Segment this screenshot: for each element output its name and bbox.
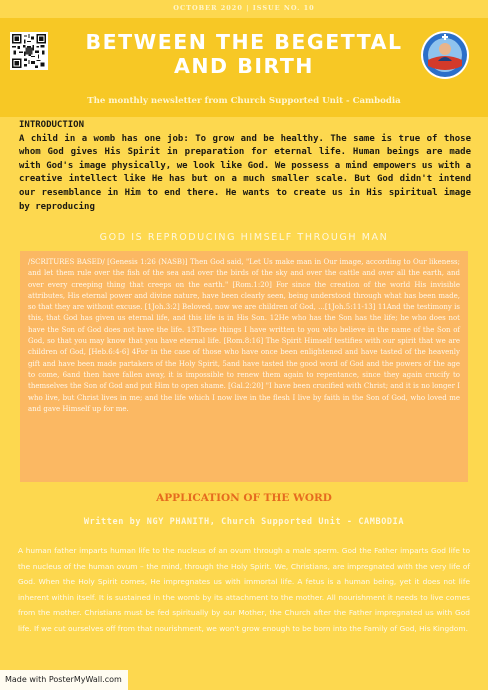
introduction-text: A child in a womb has one job: To grow and be healthy. The same is true of those whom God gives His Spirit in preparation for eternal life. Human beings are made with God's image physically, we look like God. We possess a mind empowers us with a creative intellect like He has but on a much smaller scale. But God didn't intend our resemblance in Him to end there. He wants to create us in His spiritual image by reproducing — [19, 133, 471, 212]
postermywall-watermark[interactable]: Made with PosterMyWall.com — [0, 670, 128, 690]
scripture-text: /SCRITURES BASED/ [Genesis 1:26 (NASB)] Then God said, "Let Us make man in Our image, according to Our likeness; and let them rule over the fish of the sea and over the birds of the sky and over the cattle and over all the earth, and over every creeping thing that creeps on the earth." [Rom.1:20] For since the creation of the world His invisible attributes, His eternal power and divine nature, have been clearly seen, being understood through what has been made, so that they are without excuse. [1Joh.3:2] Beloved, now we are children of God, ...[1Joh.5:11-13] 11And the testimony is this, that God has given us eternal life, and this life is in His Son. 12He who has the Son has the life; he who does not have the Son of God does not have the life. 13These things I have written to you who believe in the name of the Son of God, so that you may know that you have eternal life. [Rom.8:16] The Spirit Himself testifies with our spirit that we are children of God, [Heb.6:4-6] 4For in the case of those who have once been enlightened and have tasted of the heavenly gift and have been made partakers of the Holy Spirit, 5and have tasted the good word of God and the powers of the age to come, 6and then have fallen away, it is impossible to renew them again to repentance, since they again crucify to themselves the Son of God and put Him to open shame. [Gal.2:20] "I have been crucified with Christ; and it is no longer I who live, but Christ lives in me; and the life which I now live in the flesh I live by faith in the Son of God, who loved me and gave Himself up for me. — [28, 258, 460, 413]
section-heading: GOD IS REPRODUCING HIMSELF THROUGH MAN — [99, 232, 389, 243]
church-unit-logo-icon — [420, 30, 470, 80]
newsletter-title: BETWEEN THE BEGETTAL AND BIRTH — [85, 30, 403, 78]
application-text: A human father imparts human life to the nucleus of an ovum through a male sperm. God the Father imparts God life to the nucleus of the human ovum – the mind, through the Holy Spirit. We, Christians, are impregnated with the very life of God. When the Holy Spirit comes, He impregnates us with immortal life. A fetus is a human being, yet it does not life inherent within itself. It is sustained in the womb by its attachment to the mother. All nourishment it needs to live comes from the mother. Christians must be fed spiritually by our Mother, the Church after the Father impregnated us with God life. If we cut ourselves off from that nourishment, we won't grow enough to be born into the Family of God, His Kingdom. — [18, 546, 470, 633]
author-byline: Written by NGY PHANITH, Church Supported Unit - CAMBODIA — [83, 517, 405, 527]
issue-line: OCTOBER 2020 | ISSUE NO. 10 — [173, 4, 315, 12]
scripture-box — [20, 251, 468, 482]
qr-code-icon[interactable] — [10, 32, 48, 70]
introduction-heading: INTRODUCTION — [19, 120, 85, 130]
newsletter-subtitle: The monthly newsletter from Church Supported Unit - Cambodia — [87, 96, 401, 106]
introduction-block — [19, 119, 471, 214]
application-heading: APPLICATION OF THE WORD — [156, 492, 332, 504]
